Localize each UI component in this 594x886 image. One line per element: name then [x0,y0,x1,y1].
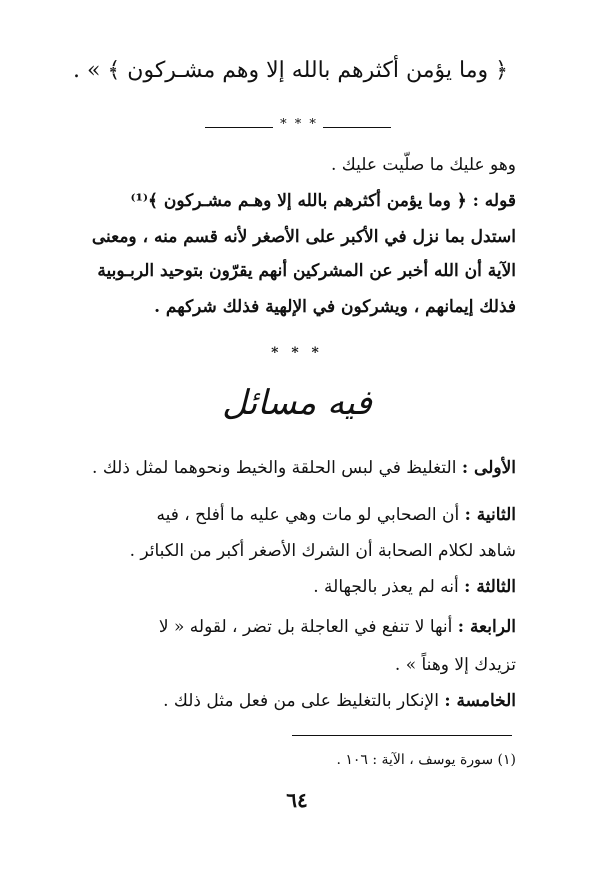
issue-label: الثالثة : [464,577,516,597]
separator-rule-left [205,127,273,128]
body-line-5: فذلك إيمانهم ، ويشركون في الإلهية فذلك شركهم . [154,297,516,317]
section-heading: فيه مسائل [222,383,372,423]
issue-text: أنه لم يعذر بالجهالة . [313,577,459,597]
separator-rule-right [323,127,391,128]
issue-1 [78,453,516,483]
issue-2-continued [78,536,516,566]
body-line-1: وهو عليك ما صلّيت عليك . [330,155,516,175]
issue-text: التغليظ في لبس الحلقة والخيط ونحوهما لمثل ذلك . [92,458,457,478]
issue-text: أن الصحابي لو مات وهي عليه ما أفلح ، فيه [156,505,460,525]
issue-label: الرابعة : [457,617,516,637]
issue-2 [78,500,516,530]
issue-text: شاهد لكلام الصحابة أن الشرك الأصغر أكبر من الكبائر . [129,541,516,561]
issue-4-continued [78,650,516,680]
ornament-stars: * * * [271,345,323,361]
footnote-rule [292,735,512,736]
body-line-4: الآية أن الله أخبر عن المشركين أنهم يقرّون بتوحيد الربـوبية [97,261,516,281]
quranic-verse: ﴿ وما يؤمن أكثرهم بالله إلا وهم مشـركون ﴾ » . [72,58,508,83]
issue-text: تزيدك إلا وهناً » . [394,655,516,675]
separator-stars: * * * [280,117,318,132]
issue-3 [78,572,516,602]
page-number: ٦٤ [286,788,308,812]
issue-5 [78,686,516,716]
body-line-2: قوله : ﴿ وما يؤمن أكثرهم بالله إلا وهـم مشـركون ﴾⁽¹⁾ [130,191,516,211]
issue-text: الإنكار بالتغليظ على من فعل مثل ذلك . [163,691,439,711]
issue-label: الأولى : [461,458,516,478]
issue-text: أنها لا تنفع في العاجلة بل تضر ، لقوله « لا [158,617,453,637]
issue-4 [78,612,516,642]
issue-label: الثانية : [464,505,516,525]
body-line-3: استدل بما نزل في الأكبر على الأصغر لأنه قسم منه ، ومعنى [91,227,516,247]
section-separator [205,117,391,137]
issue-label: الخامسة : [444,691,516,711]
footnote: (١) سورة يوسف ، الآية : ١٠٦ . [336,752,516,768]
